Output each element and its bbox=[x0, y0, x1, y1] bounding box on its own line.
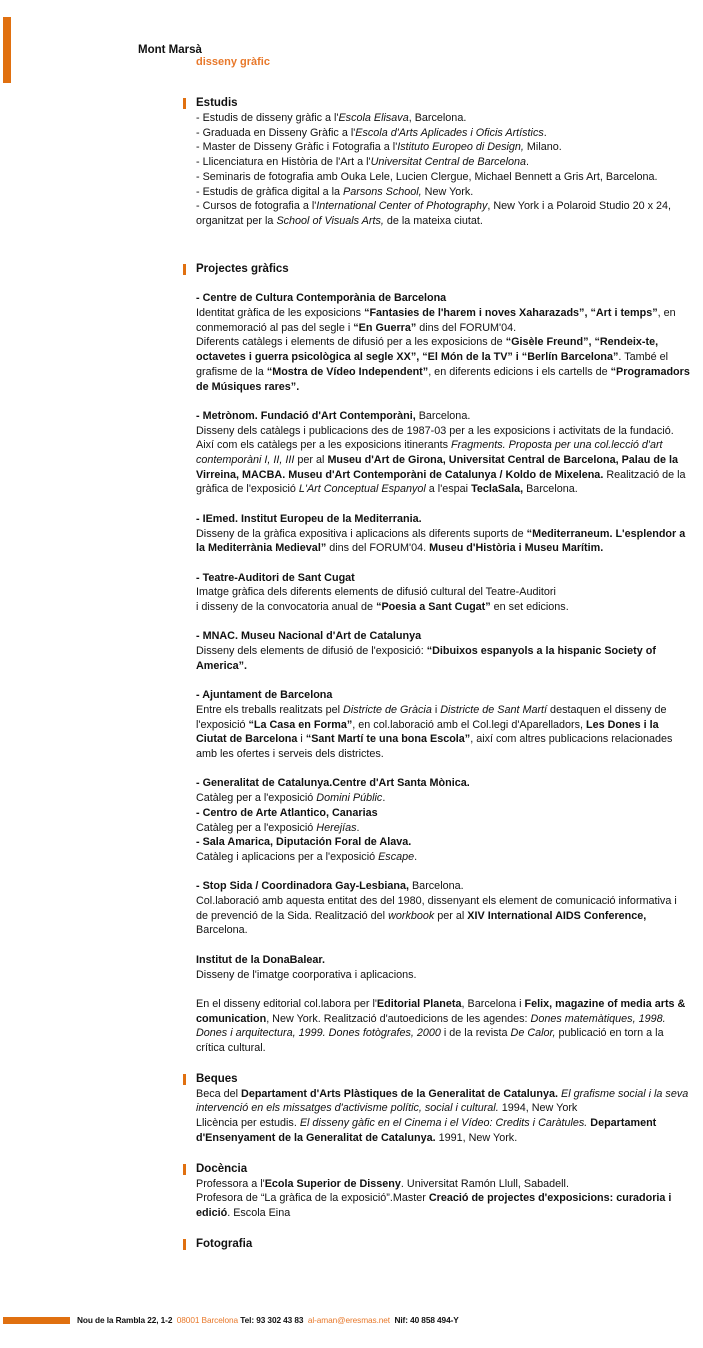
list-item: - Llicenciatura en Història de l'Art a l'Universitat Central de Barcelona. bbox=[196, 156, 529, 169]
project-text: Disseny dels elements de difusió de l'exposició: “Dibuixos espanyols a la hispanic Society of America”. bbox=[196, 645, 656, 672]
side-accent-bar bbox=[3, 17, 11, 83]
section-title: Estudis bbox=[196, 97, 238, 109]
section-title: Projectes gràfics bbox=[196, 262, 289, 275]
project-stopsida bbox=[196, 879, 691, 938]
footer-accent-bar bbox=[3, 1317, 70, 1324]
project-dona bbox=[196, 953, 691, 982]
project-title: - IEmed. Institut Europeu de la Mediterrania. bbox=[196, 512, 422, 525]
project-text: Catàleg per a l'exposició Herejías. bbox=[196, 821, 360, 834]
project-title: - Centre de Cultura Contemporània de Barcelona bbox=[196, 292, 447, 305]
project-text: i disseny de la convocatoria anual de “Poesia a Sant Cugat” en set edicions. bbox=[196, 601, 569, 614]
author-name: Mont Marsà bbox=[138, 44, 202, 56]
author-subtitle: disseny gràfic bbox=[196, 56, 270, 68]
section-marker-icon bbox=[183, 98, 186, 109]
project-teatre bbox=[196, 571, 691, 615]
project-text: Disseny de l'imatge coorporativa i aplicacions. bbox=[196, 968, 417, 981]
project-title: - Metrònom. Fundació d'Art Contemporàni, Barcelona. bbox=[196, 409, 471, 422]
project-text: Imatge gràfica dels diferents elements de difusió cultural del Teatre-Auditori bbox=[196, 586, 556, 599]
project-title: - Centro de Arte Atlantico, Canarias bbox=[196, 806, 378, 819]
project-text: Diferents catàlegs i elements de difusió per a les exposicions de “Gisèle Freund”, “Rendeix-te, octavetes i guerra psicològica al segle XX”, “El Món de la TV” i “Berlín Barcelona”. També el grafisme de la “Mostra de Vídeo Independent”, en diferents edicions i els cartells de “Programadors de Músiques rares”. bbox=[196, 336, 690, 393]
project-editorial bbox=[196, 997, 691, 1056]
project-mnac bbox=[196, 629, 691, 673]
project-metronom bbox=[196, 409, 691, 497]
footer-email-link[interactable]: al-aman@eresmas.net bbox=[307, 1315, 391, 1325]
project-text: Catàleg per a l'exposició Domini Públic. bbox=[196, 792, 386, 805]
project-ajuntament bbox=[196, 688, 691, 762]
project-text: Disseny dels catàlegs i publicacions des de 1987-03 per a les exposicions i activitats de la fundació. Així com els catàlegs per a les exposicions itinerants Fragments. Proposta per una col.lecció d'art contemporàni I, II, III per al Museu d'Art de Girona, Universitat Central de Barcelona, Palau de la Virreina, MACBA. Museu d'Art Contemporàni de Catalunya / Koldo de Mixelena. Realització de la gràfica de l'exposició L'Art Conceptual Espanyol a l'espai TeclaSala, Barcelona. bbox=[196, 424, 686, 496]
section-marker-icon bbox=[183, 1239, 186, 1250]
footer-nif: Nif: 40 858 494-Y bbox=[394, 1315, 459, 1325]
project-generalitat bbox=[196, 776, 691, 864]
list-item: - Master de Disseny Gràfic i Fotografia a l'Istituto Europeo di Design, Milano. bbox=[196, 141, 562, 154]
teaching-text: Profesora de “La gràfica de la exposició”.Master Creació de projectes d'exposicions: curadoria i edició. Escola Eina bbox=[196, 1192, 672, 1219]
section-beques bbox=[196, 1072, 691, 1146]
project-text: Col.laboració amb aquesta entitat des del 1980, dissenyant els element de comunicació informativa i de prevenció de la Sida. Realització del workbook per al XIV International AIDS Conference, Barcelona. bbox=[196, 895, 677, 937]
list-item: - Graduada en Disseny Gràfic a l'Escola d'Arts Aplicades i Oficis Artístics. bbox=[196, 126, 547, 139]
project-text: En el disseny editorial col.labora per l'Editorial Planeta, Barcelona i Felix, magazine of media arts & comunication, New York. Realització d'autoedicions de les agendes: Dones matemàtiques, 1998. Dones i arquitectura, 1999. Dones fotògrafes, 2000 i de la revista De Calor, publicació en torn a la crítica cultural. bbox=[196, 997, 686, 1055]
project-iemed bbox=[196, 512, 691, 556]
project-title: - Sala Amarica, Diputación Foral de Alava. bbox=[196, 836, 412, 849]
project-title: - Teatre-Auditori de Sant Cugat bbox=[196, 571, 355, 584]
project-title: - MNAC. Museu Nacional d'Art de Catalunya bbox=[196, 630, 422, 643]
list-item: - Estudis de disseny gràfic a l'Escola Elisava, Barcelona. bbox=[196, 112, 467, 124]
section-projectes bbox=[196, 262, 691, 1056]
footer-contact bbox=[77, 1315, 459, 1325]
section-title: Beques bbox=[196, 1072, 238, 1085]
project-title: - Stop Sida / Coordinadora Gay-Lesbiana, Barcelona. bbox=[196, 880, 464, 893]
project-cccb bbox=[196, 291, 691, 394]
section-fotografia bbox=[196, 1237, 691, 1252]
footer-city: 08001 Barcelona bbox=[176, 1315, 239, 1325]
section-title: Docència bbox=[196, 1162, 248, 1175]
list-item: - Estudis de gràfica digital a la Parsons School, New York. bbox=[196, 185, 474, 198]
section-marker-icon bbox=[183, 1074, 186, 1085]
list-item: - Seminaris de fotografia amb Ouka Lele, Lucien Clergue, Michael Bennett a Gris Art, Barcelona. bbox=[196, 170, 658, 183]
section-docencia bbox=[196, 1162, 691, 1221]
footer-address: Nou de la Rambla 22, 1-2 bbox=[77, 1315, 173, 1325]
grant-text: Llicència per estudis. El disseny gàfic en el Cinema i el Vídeo: Credits i Caràtules. Departament d'Ensenyament de la Generalitat de Catalunya. 1991, New York. bbox=[196, 1117, 657, 1144]
grant-text: Beca del Departament d'Arts Plàstiques de la Generalitat de Catalunya. El grafisme social i la seva intervenció en els missatges d'activisme polític, social i cultural. 1994, New York bbox=[196, 1087, 689, 1115]
teaching-text: Professora a l'Ecola Superior de Disseny. Universitat Ramón Llull, Sabadell. bbox=[196, 1177, 569, 1190]
project-title: - Ajuntament de Barcelona bbox=[196, 689, 333, 702]
project-text: Catàleg i aplicacions per a l'exposició Escape. bbox=[196, 850, 418, 863]
section-marker-icon bbox=[183, 264, 186, 275]
footer-tel: Tel: 93 302 43 83 bbox=[240, 1315, 304, 1325]
section-title: Fotografia bbox=[196, 1237, 253, 1250]
project-title: Institut de la DonaBalear. bbox=[196, 953, 325, 966]
section-estudis bbox=[196, 96, 691, 229]
project-text: Identitat gràfica de les exposicions “Fantasies de l'harem i noves Xaharazads”, “Art i temps”, en conmemoració al pas del segle i “En Guerra” dins del FORUM'04. bbox=[196, 307, 676, 334]
project-title: - Generalitat de Catalunya.Centre d'Art Santa Mònica. bbox=[196, 777, 470, 790]
project-text: Disseny de la gràfica expositiva i aplicacions als diferents suports de “Mediterraneum. L'esplendor a la Mediterrània Medieval” dins del FORUM'04. Museu d'Història i Museu Marítim. bbox=[196, 527, 686, 555]
list-item: - Cursos de fotografia a l'International Center of Photography, New York i a Polaroid Studio 20 x 24, organitzat per la School of Visuals Arts, de la mateixa ciutat. bbox=[196, 200, 672, 227]
cv-content bbox=[196, 96, 691, 1252]
project-text: Entre els treballs realitzats pel Districte de Gràcia i Districte de Sant Martí destaquen el disseny de l'exposició “La Casa en Forma”, en col.laboració amb el Col.legi d'Aparelladors, Les Dones i la Ciutat de Barcelona i “Sant Martí te una bona Escola”, així com altres publicacions relacionades amb les ofertes i serveis dels districtes. bbox=[196, 703, 673, 761]
section-marker-icon bbox=[183, 1164, 186, 1175]
